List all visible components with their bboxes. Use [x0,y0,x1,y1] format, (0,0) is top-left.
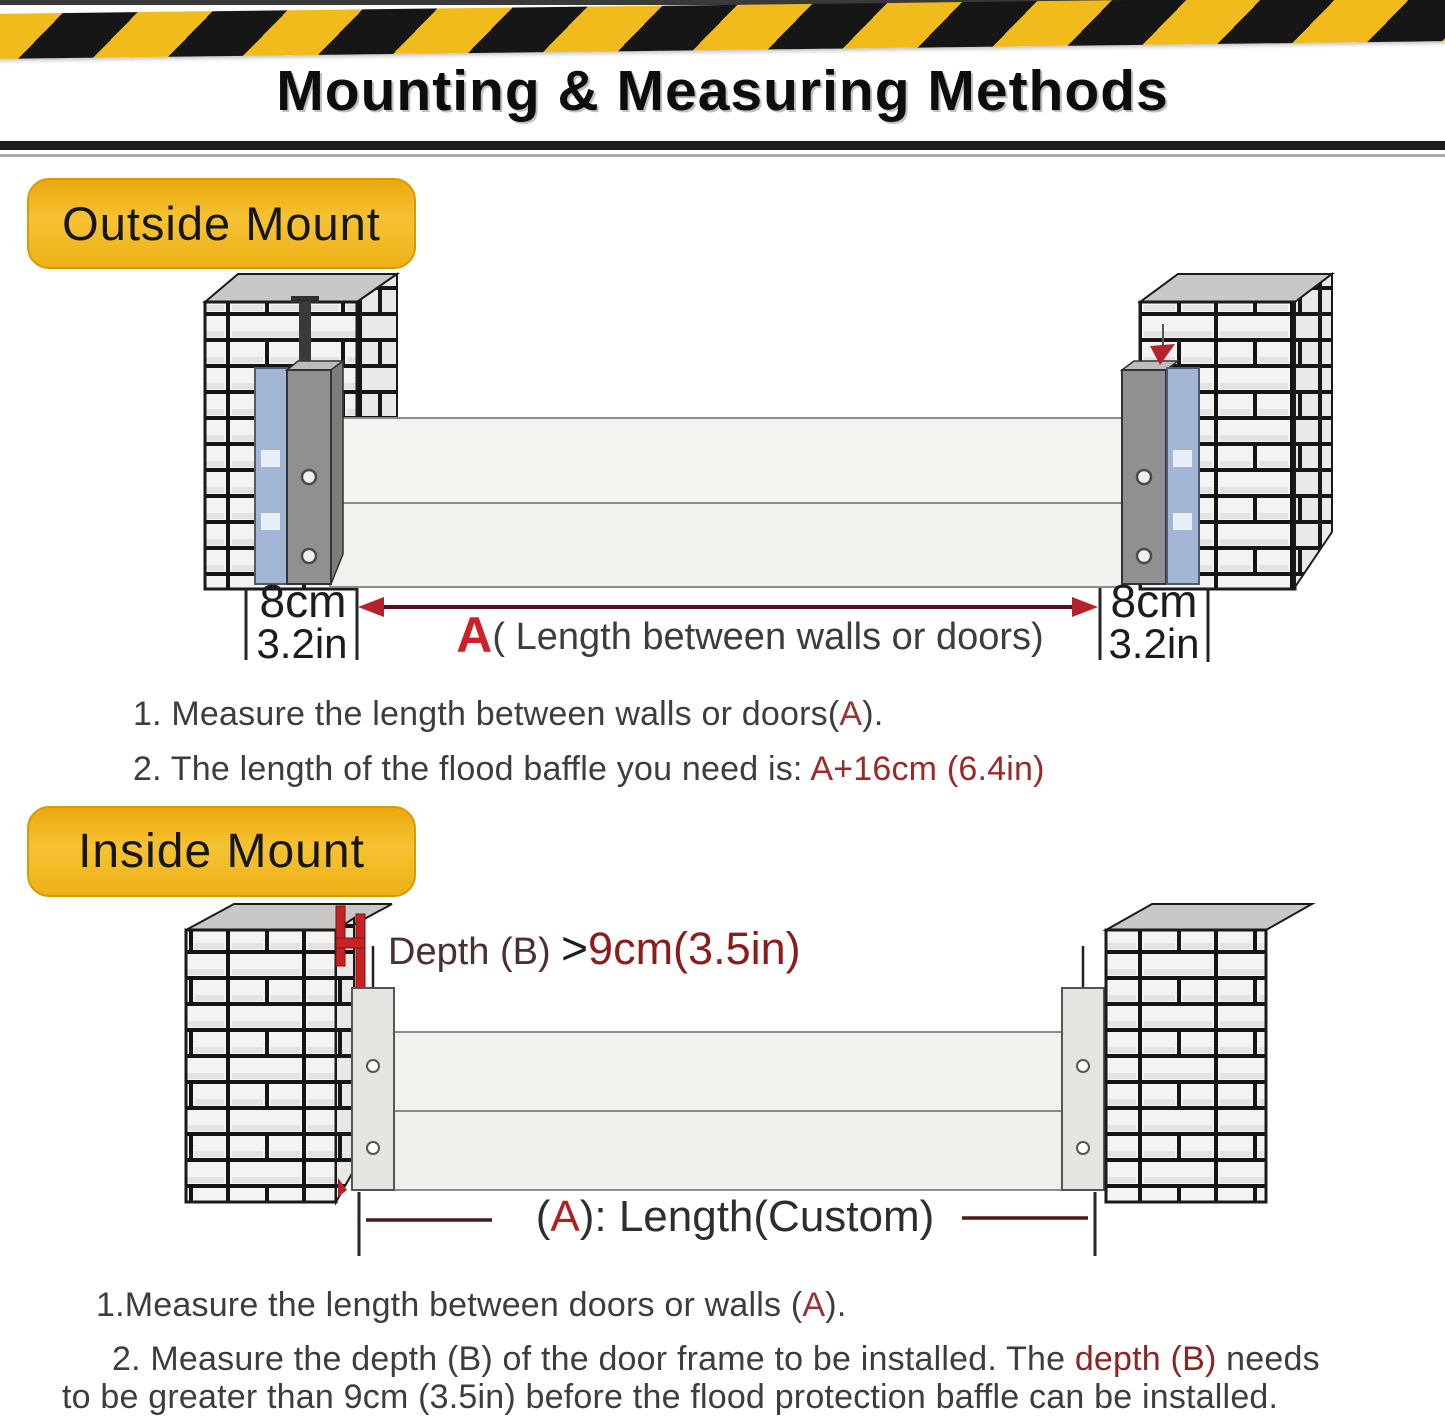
depth-gt-symbol: > [561,922,589,974]
outside-step-1-a: A [839,695,863,733]
outside-mount-badge [27,178,416,269]
span-a-text: ( Length between walls or doors) [492,616,1044,658]
inside-step-2-line2: to be greater than 9cm (3.5in) before the flood protection baffle can be installed. [62,1378,1279,1416]
depth-value: 9cm(3.5in) [588,923,801,974]
inside-mount-badge-label: Inside Mount [78,825,365,878]
inside-step-1-close: ). [825,1286,847,1324]
inside-step-1-paren: ( [790,1286,803,1324]
outside-step-2-text: 2. The length of the flood baffle you need is: [133,750,811,788]
outside-step-1-close: ). [862,695,884,733]
flood-barrier-panels [330,418,1126,587]
right-gap-in-label: 3.2in [1108,620,1200,667]
inside-step-2-pre: 2. Measure the depth (B) of the door frame to be installed. The [112,1340,1075,1378]
inside-step-1-a: A [802,1286,826,1324]
depth-label: Depth (B) [388,931,562,973]
outside-mount-diagram [0,262,1445,662]
outside-step-2-value: A+16cm (6.4in) [810,750,1045,788]
left-gap-cm-label: 8cm [259,575,347,627]
header-divider-light [0,154,1445,157]
header-divider [0,141,1445,150]
length-custom-label [455,1192,1015,1242]
inside-step-2-post: needs [1216,1340,1320,1378]
depth-annotation [388,921,801,975]
left-gap-in-label: 3.2in [256,620,348,667]
right-seal-strip [1167,368,1199,584]
right-mounting-channel [1062,946,1104,1190]
right-gap-cm-label: 8cm [1110,575,1198,627]
page-title: Mounting & Measuring Methods [276,59,1169,123]
outside-mount-drawing [0,262,1445,662]
outside-mount-badge-label: Outside Mount [62,197,381,250]
hazard-tape-stripe [0,0,1445,59]
outside-step-1-paren: ( [827,695,840,733]
left-seal-strip [255,368,287,584]
outside-step-1-text: 1. Measure the length between walls or doors [133,695,828,733]
inside-step-1 [96,1286,846,1325]
inside-step-2-line1 [112,1340,1320,1379]
inside-step-2-depth-b: depth (B) [1074,1340,1217,1378]
length-custom-a: A [550,1192,580,1241]
inside-step-1-text: 1.Measure the length between doors or walls [96,1286,791,1324]
right-wall-pillar [1106,904,1312,1202]
flood-barrier-panels [394,1032,1062,1190]
length-custom-rest: ): Length(Custom) [579,1192,935,1241]
span-a-label [420,606,1080,664]
inside-mount-badge [27,806,416,897]
left-mounting-channel [287,361,343,584]
outside-step-2 [133,750,1045,789]
length-custom-paren: ( [535,1192,551,1241]
outside-step-1 [133,695,883,734]
span-a-letter: A [456,607,493,663]
